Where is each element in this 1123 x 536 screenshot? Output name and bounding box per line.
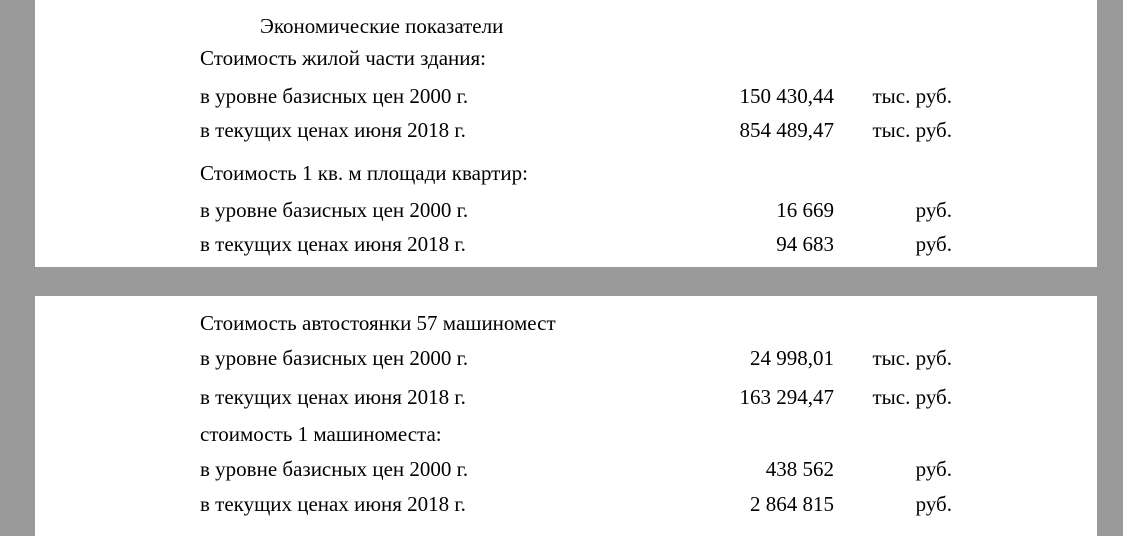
- row-unit: тыс. руб.: [872, 346, 952, 370]
- row-unit: руб.: [915, 457, 952, 481]
- document-page-1: [35, 0, 1097, 267]
- row-unit: тыс. руб.: [872, 84, 952, 108]
- row-unit: руб.: [915, 492, 952, 516]
- row-value: 24 998,01: [750, 346, 834, 370]
- row-label: в текущих ценах июня 2018 г.: [200, 492, 466, 516]
- residential-cost-title: Стоимость жилой части здания:: [200, 46, 486, 70]
- row-unit: руб.: [915, 198, 952, 222]
- row-value: 94 683: [776, 232, 834, 256]
- parking-spot-cost-title: стоимость 1 машиноместа:: [200, 422, 442, 446]
- row-unit: руб.: [915, 232, 952, 256]
- parking-cost-title: Стоимость автостоянки 57 машиномест: [200, 311, 556, 335]
- row-label: в уровне базисных цен 2000 г.: [200, 457, 469, 481]
- row-unit: тыс. руб.: [872, 385, 952, 409]
- row-value: 2 864 815: [750, 492, 834, 516]
- row-value: 16 669: [776, 198, 834, 222]
- row-value: 163 294,47: [739, 385, 834, 409]
- document-page-2: [35, 296, 1097, 536]
- row-label: в текущих ценах июня 2018 г.: [200, 118, 466, 142]
- row-label: в уровне базисных цен 2000 г.: [200, 84, 469, 108]
- row-label: в уровне базисных цен 2000 г.: [200, 346, 469, 370]
- row-label: в уровне базисных цен 2000 г.: [200, 198, 469, 222]
- row-label: в текущих ценах июня 2018 г.: [200, 232, 466, 256]
- row-value: 438 562: [765, 457, 834, 481]
- row-value: 854 489,47: [739, 118, 834, 142]
- sqm-cost-title: Стоимость 1 кв. м площади квартир:: [200, 161, 528, 185]
- page-heading: Экономические показатели: [260, 14, 504, 38]
- row-unit: тыс. руб.: [872, 118, 952, 142]
- row-label: в текущих ценах июня 2018 г.: [200, 385, 466, 409]
- row-value: 150 430,44: [739, 84, 834, 108]
